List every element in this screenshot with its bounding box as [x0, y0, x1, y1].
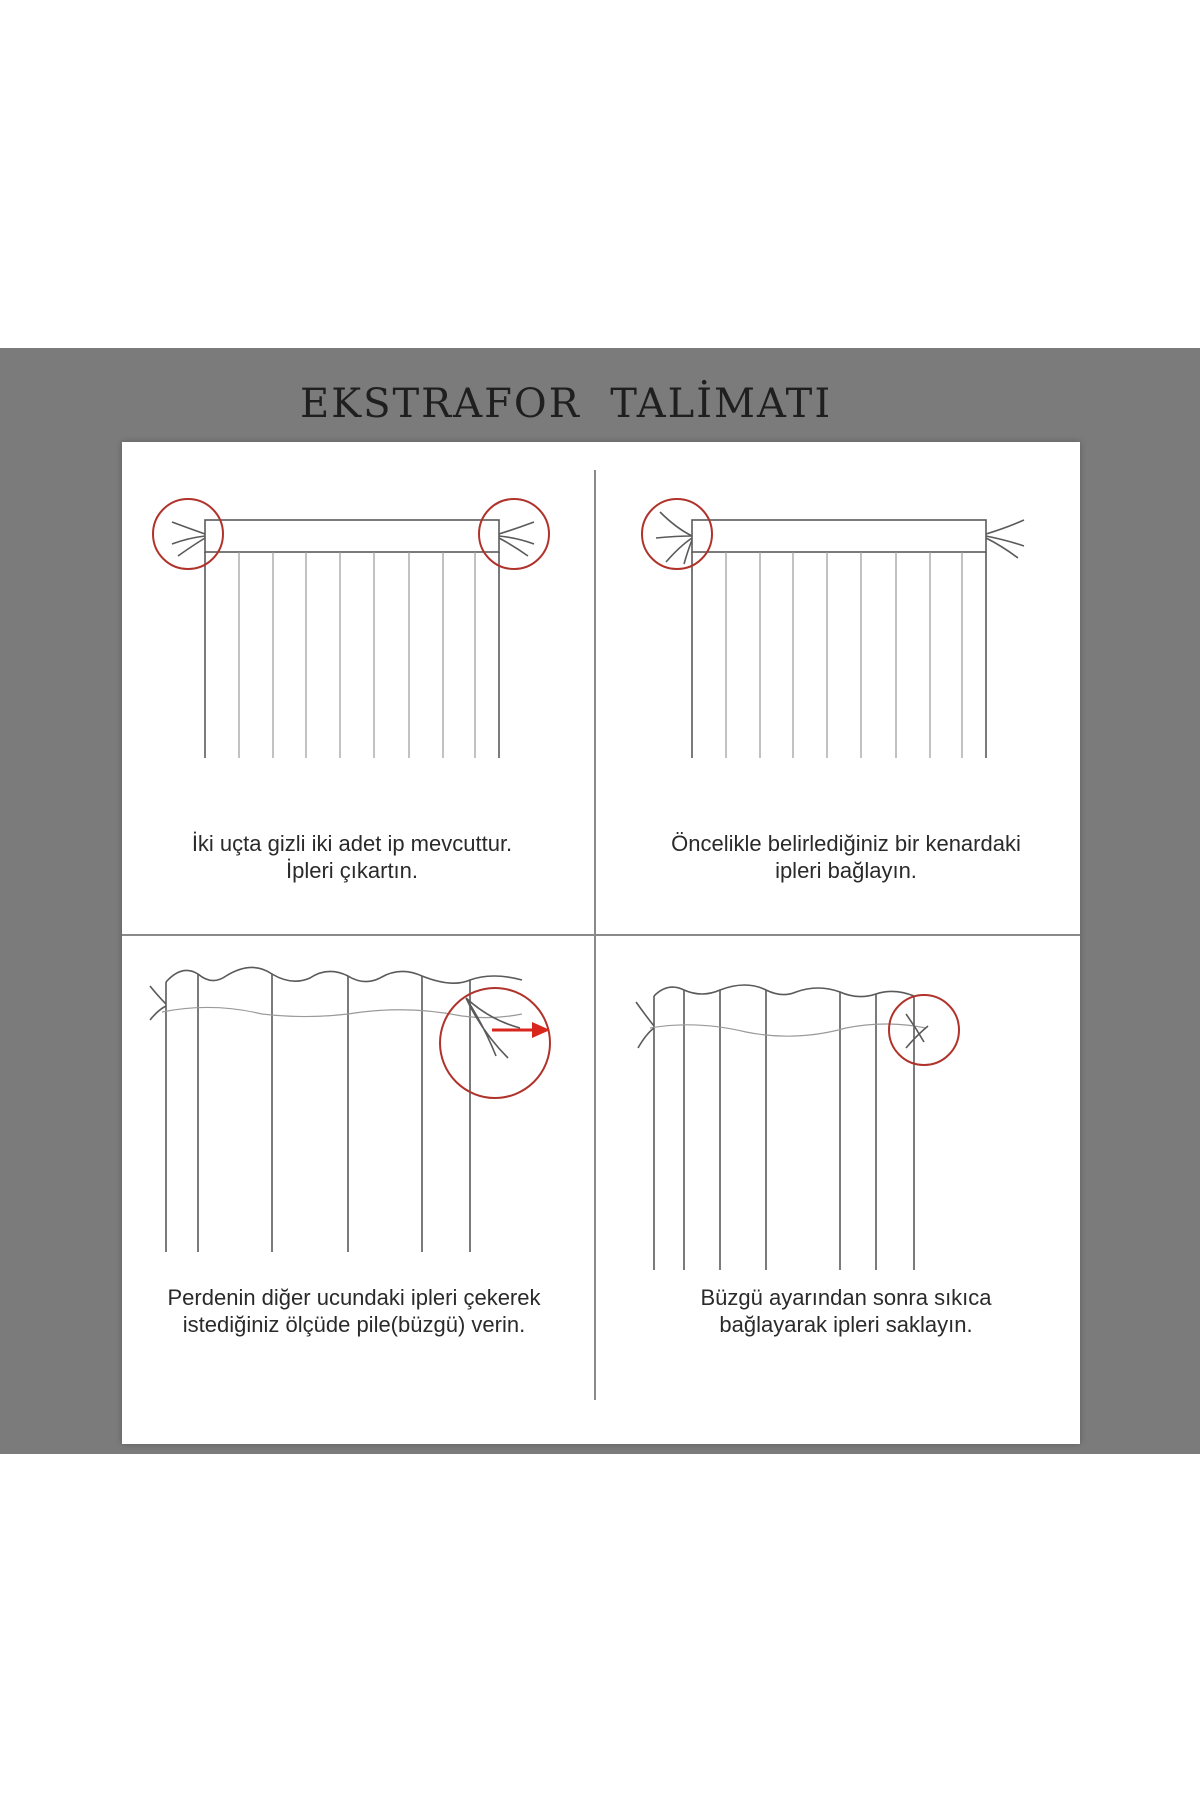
- left-highlight-circle: [153, 499, 223, 569]
- string-line: [162, 1007, 522, 1017]
- gathered-header-edge: [654, 985, 914, 997]
- step-4-panel: [596, 936, 1080, 1444]
- step-3-illustration: [122, 936, 594, 1444]
- gathered-header-edge: [166, 967, 522, 983]
- step-4-illustration: [596, 936, 1080, 1444]
- tied-string-end: [150, 986, 166, 1020]
- curtain-header-tape: [205, 520, 499, 552]
- page-title: EKSTRAFOR TALİMATI: [300, 381, 833, 427]
- step-1-caption-line-1: İki uçta gizli iki adet ip mevcuttur.: [191, 831, 513, 856]
- left-knotted-strings: [656, 512, 692, 564]
- right-string-ends: [499, 522, 534, 556]
- step-1-caption-line-2: İpleri çıkartın.: [285, 858, 419, 883]
- step-4-caption-line-2: bağlayarak ipleri saklayın.: [719, 1312, 973, 1337]
- step-4-caption: [636, 1284, 1056, 1338]
- step-1-panel: [122, 442, 594, 934]
- step-3-caption-line-2: istediğiniz ölçüde pile(büzgü) verin.: [182, 1312, 526, 1337]
- step-3-caption-line-1: Perdenin diğer ucundaki ipleri çekerek: [167, 1285, 541, 1310]
- string-line: [650, 1024, 926, 1036]
- knot-highlight-circle: [642, 499, 712, 569]
- step-3-caption: [124, 1284, 584, 1338]
- step-3-panel: [122, 936, 594, 1444]
- curtain-header-tape: [692, 520, 986, 552]
- right-highlight-circle: [479, 499, 549, 569]
- instruction-board: [122, 442, 1080, 1444]
- step-2-caption-line-2: ipleri bağlayın.: [775, 858, 917, 883]
- pulled-strings: [466, 998, 520, 1058]
- step-4-caption-line-1: Büzgü ayarından sonra sıkıca: [700, 1285, 992, 1310]
- step-1-caption: [142, 830, 562, 884]
- right-loose-strings: [986, 520, 1024, 558]
- step-2-caption-line-1: Öncelikle belirlediğiniz bir kenardaki: [671, 831, 1021, 856]
- left-tied-string: [636, 1002, 654, 1048]
- step-2-caption: [636, 830, 1056, 884]
- step-2-panel: [596, 442, 1080, 934]
- right-tied-string: [906, 1014, 928, 1048]
- left-string-ends: [172, 522, 205, 556]
